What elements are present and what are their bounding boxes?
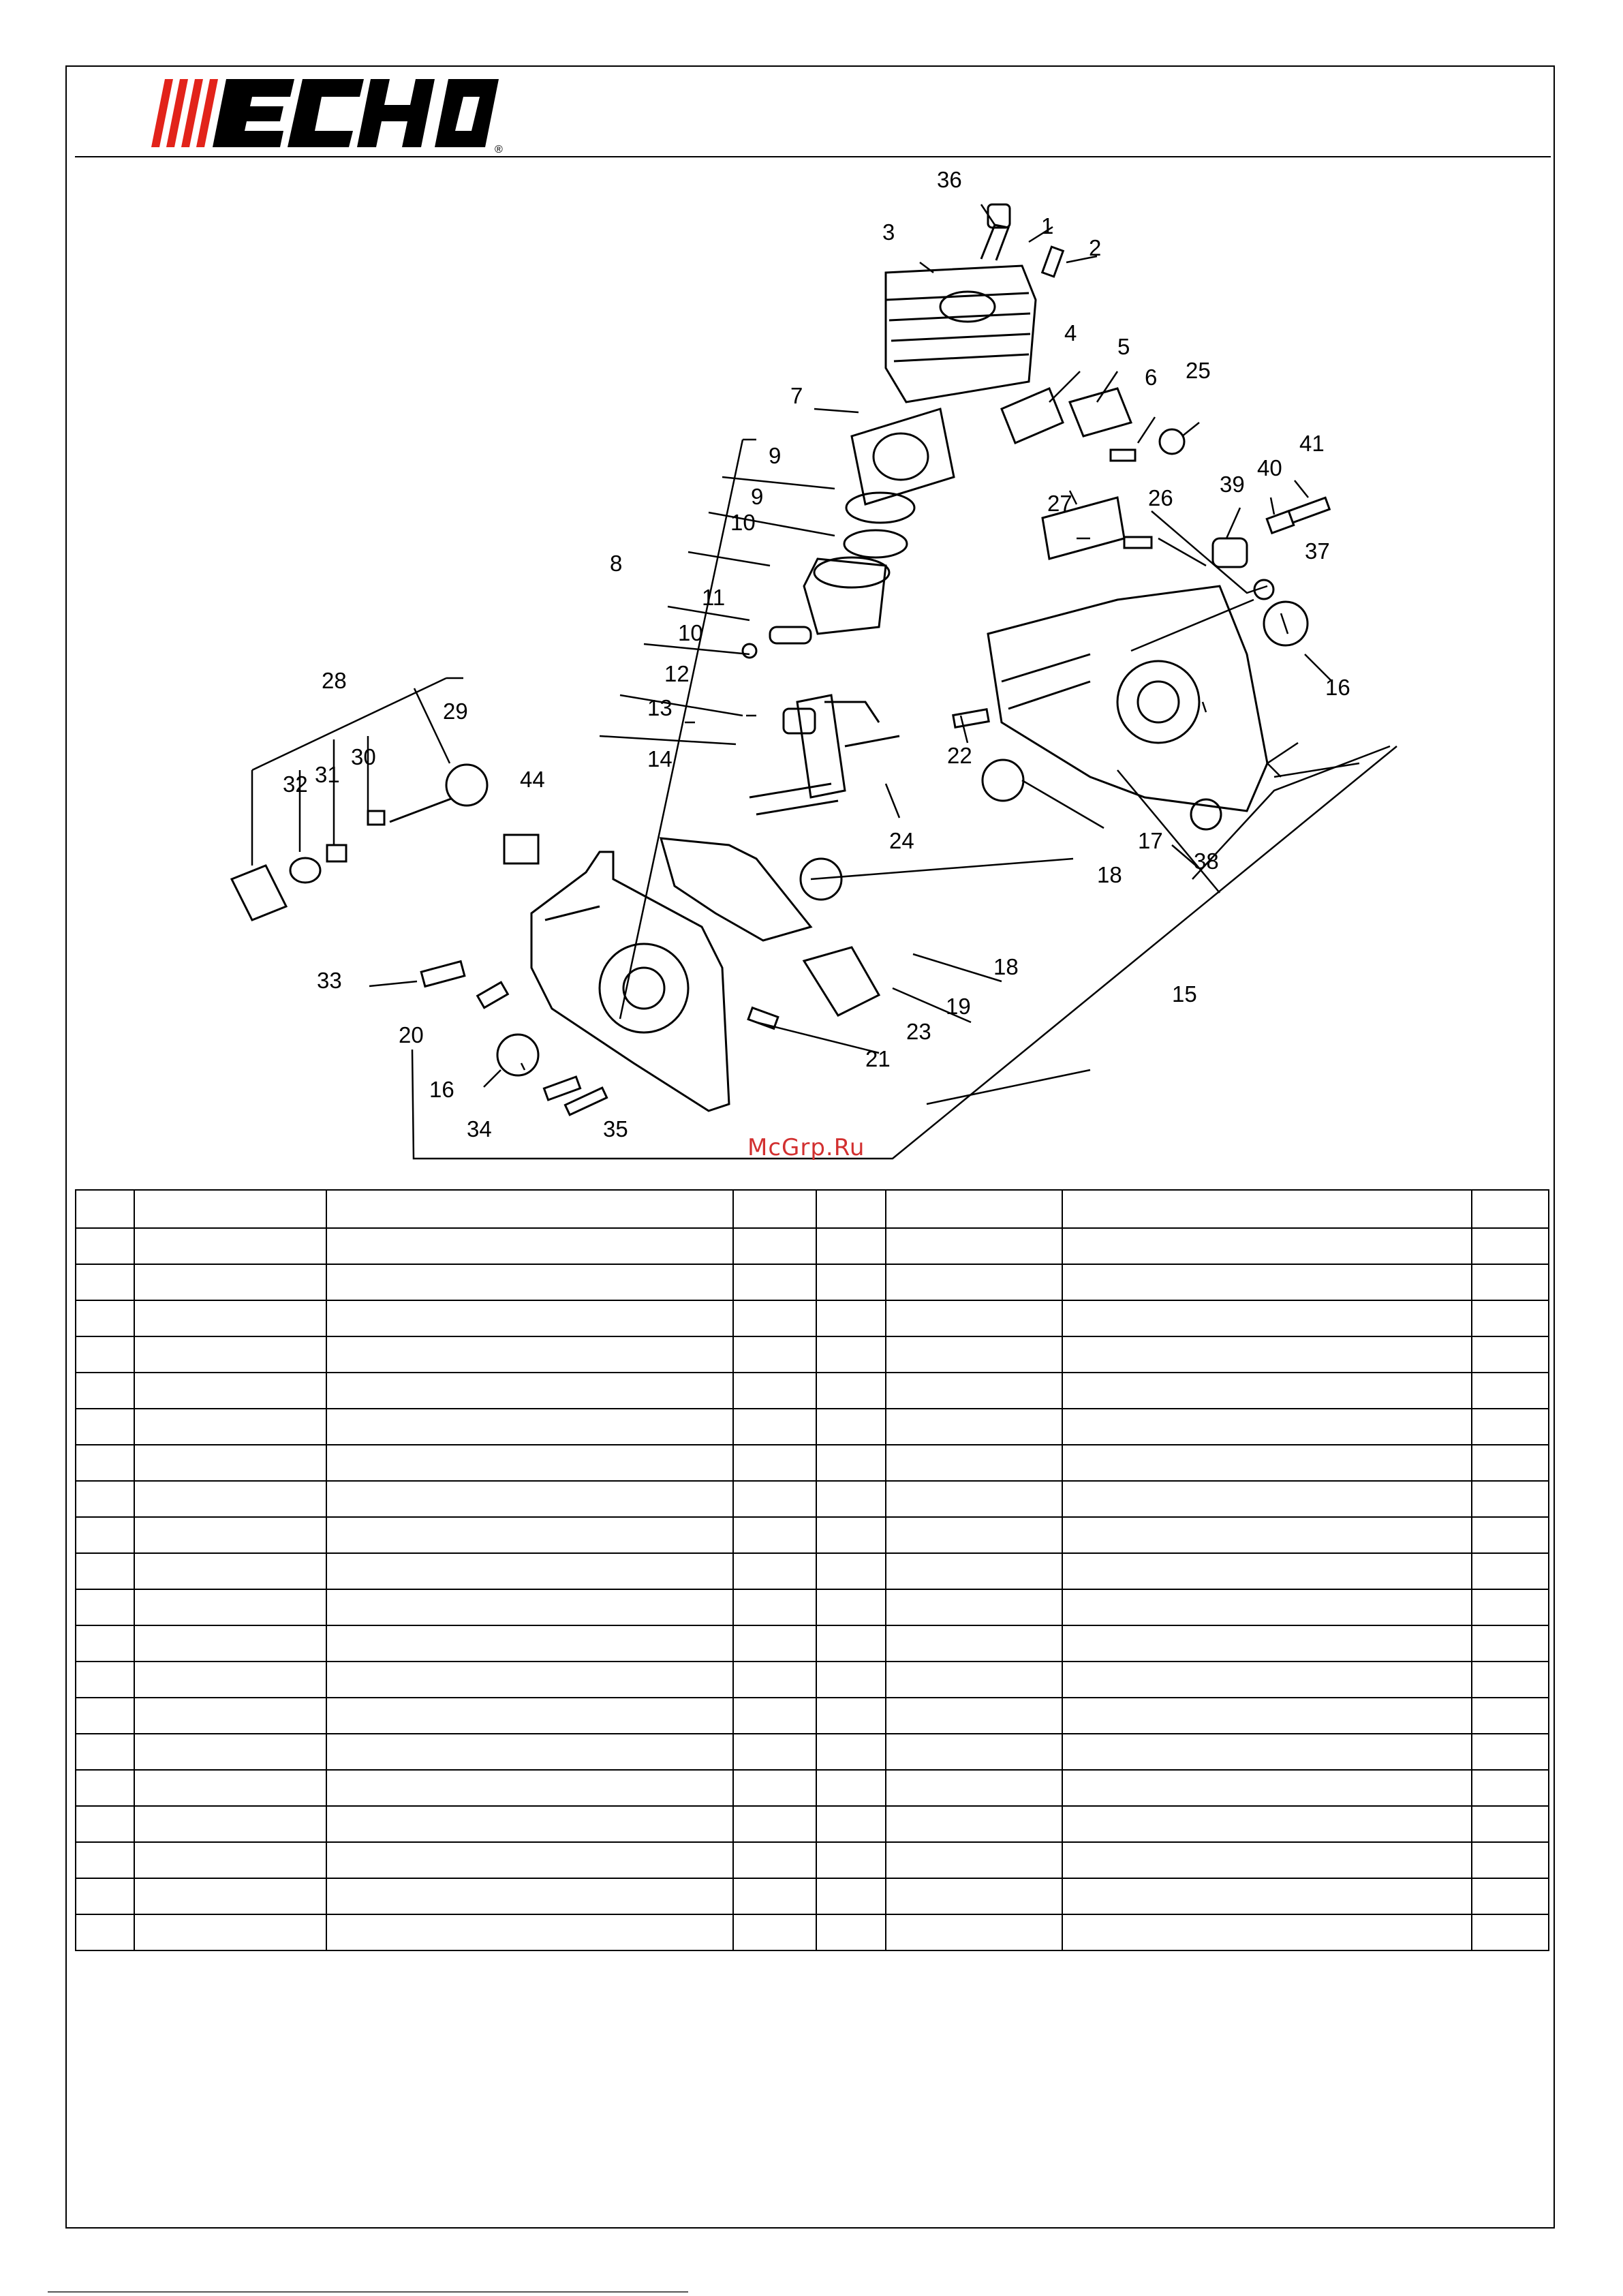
table-row [76, 1336, 1549, 1373]
o-ring [290, 858, 320, 883]
table-cell [1472, 1734, 1549, 1770]
bearing [1264, 602, 1308, 645]
callout: 22 [947, 743, 972, 768]
table-cell [326, 1445, 733, 1481]
table-cell [76, 1190, 134, 1228]
table-cell [733, 1264, 816, 1300]
table-cell [76, 1445, 134, 1481]
table-row [76, 1445, 1549, 1481]
table-cell [326, 1878, 733, 1914]
label-44 [504, 835, 538, 863]
table-cell [1062, 1409, 1472, 1445]
table-row [76, 1409, 1549, 1445]
table-cell [326, 1662, 733, 1698]
table-cell [886, 1734, 1062, 1770]
callout: 10 [678, 620, 703, 645]
table-cell [816, 1517, 886, 1553]
callout: 40 [1257, 455, 1282, 480]
table-row [76, 1228, 1549, 1264]
table-cell [134, 1228, 326, 1264]
callout: 34 [467, 1116, 492, 1142]
table-cell [816, 1190, 886, 1228]
callout: 26 [1148, 485, 1173, 510]
exploded-parts-diagram [225, 157, 1417, 1165]
table-cell [1472, 1445, 1549, 1481]
table-cell [816, 1842, 886, 1878]
table-row [76, 1734, 1549, 1770]
table-cell [1472, 1264, 1549, 1300]
table-cell [733, 1336, 816, 1373]
table-cell [733, 1734, 816, 1770]
table-cell [326, 1589, 733, 1625]
table-row [76, 1264, 1549, 1300]
callout: 28 [322, 668, 347, 693]
table-cell [886, 1914, 1062, 1950]
callout: 13 [647, 695, 673, 720]
table-cell [76, 1373, 134, 1409]
table-cell [1062, 1300, 1472, 1336]
table-cell [326, 1264, 733, 1300]
table-cell [1062, 1553, 1472, 1589]
table-cell [134, 1373, 326, 1409]
impulse-pipe [804, 947, 879, 1015]
table-cell [733, 1517, 816, 1553]
table-cell [326, 1409, 733, 1445]
table-cell [76, 1264, 134, 1300]
callout: 41 [1299, 431, 1325, 456]
callout: 16 [1325, 675, 1350, 700]
table-cell [733, 1914, 816, 1950]
table-row [76, 1878, 1549, 1914]
table-cell [1062, 1336, 1472, 1373]
table-cell [326, 1734, 733, 1770]
table-cell [733, 1373, 816, 1409]
table-cell [816, 1228, 886, 1264]
table-cell [1062, 1662, 1472, 1698]
table-cell [76, 1228, 134, 1264]
table-cell [326, 1842, 733, 1878]
table-cell [134, 1662, 326, 1698]
table-cell [1062, 1842, 1472, 1878]
table-cell [733, 1481, 816, 1517]
callout: 38 [1194, 848, 1219, 874]
table-cell [134, 1336, 326, 1373]
table-cell [733, 1409, 816, 1445]
table-cell [886, 1625, 1062, 1662]
table-row [76, 1517, 1549, 1553]
table-cell [816, 1264, 886, 1300]
callout: 23 [906, 1019, 931, 1044]
callout: 4 [1064, 320, 1077, 346]
table-cell [733, 1300, 816, 1336]
callout: 8 [610, 551, 623, 576]
table-row [76, 1842, 1549, 1878]
table-cell [1062, 1445, 1472, 1481]
table-cell [326, 1190, 733, 1228]
table-cell [886, 1517, 1062, 1553]
table-cell [76, 1842, 134, 1878]
table-cell [1472, 1190, 1549, 1228]
table-row [76, 1300, 1549, 1336]
callout: 6 [1145, 365, 1158, 390]
callout: 18 [993, 954, 1019, 979]
table-cell [134, 1878, 326, 1914]
callout: 9 [769, 443, 782, 468]
table-cell [1472, 1300, 1549, 1336]
callout: 5 [1117, 334, 1130, 359]
table-row [76, 1589, 1549, 1625]
table-cell [1472, 1914, 1549, 1950]
table-cell [886, 1409, 1062, 1445]
table-cell [1062, 1770, 1472, 1806]
callout: 18 [1097, 862, 1122, 887]
table-cell [816, 1662, 886, 1698]
table-cell [326, 1914, 733, 1950]
table-cell [134, 1517, 326, 1553]
callout: 7 [790, 383, 803, 408]
plug-cap [232, 866, 286, 920]
table-cell [1472, 1336, 1549, 1373]
table-cell [326, 1553, 733, 1589]
table-row [76, 1625, 1549, 1662]
table-cell [816, 1770, 886, 1806]
table-cell [134, 1589, 326, 1625]
table-cell [76, 1806, 134, 1842]
piston-drawing [804, 557, 889, 634]
table-cell [1062, 1264, 1472, 1300]
table-cell [76, 1662, 134, 1698]
table-row [76, 1553, 1549, 1589]
table-cell [1062, 1806, 1472, 1842]
table-cell [1472, 1373, 1549, 1409]
table-cell [134, 1553, 326, 1589]
table-cell [733, 1770, 816, 1806]
table-cell [1062, 1481, 1472, 1517]
table-cell [886, 1589, 1062, 1625]
callout: 12 [664, 661, 690, 686]
table-cell [326, 1300, 733, 1336]
table-cell [134, 1481, 326, 1517]
callout: 21 [865, 1046, 891, 1071]
table-cell [733, 1698, 816, 1734]
table-cell [76, 1914, 134, 1950]
callout: 32 [283, 771, 308, 797]
callout: 35 [603, 1116, 628, 1142]
table-cell [886, 1662, 1062, 1698]
callout: 2 [1089, 235, 1102, 260]
table-cell [1062, 1625, 1472, 1662]
echo-logo [150, 74, 504, 154]
table-cell [134, 1300, 326, 1336]
table-row [76, 1698, 1549, 1734]
callout: 31 [315, 762, 340, 787]
table-cell [134, 1625, 326, 1662]
table-cell [816, 1336, 886, 1373]
table-cell [1472, 1409, 1549, 1445]
table-cell [733, 1842, 816, 1878]
table-cell [1062, 1589, 1472, 1625]
table-cell [1062, 1190, 1472, 1228]
table-cell [1472, 1662, 1549, 1698]
table-cell [1472, 1842, 1549, 1878]
table-cell [76, 1409, 134, 1445]
table-cell [326, 1517, 733, 1553]
table-cell [76, 1553, 134, 1589]
callout: 24 [889, 828, 914, 853]
table-cell [1472, 1625, 1549, 1662]
table-cell [326, 1806, 733, 1842]
table-cell [733, 1228, 816, 1264]
table-cell [886, 1553, 1062, 1589]
cylinder-drawing [886, 204, 1036, 402]
table-cell [733, 1589, 816, 1625]
table-cell [816, 1373, 886, 1409]
table-cell [134, 1445, 326, 1481]
table-cell [326, 1481, 733, 1517]
footer-rule [48, 2291, 688, 2293]
table-cell [134, 1734, 326, 1770]
table-cell [816, 1589, 886, 1625]
tank-filter [446, 765, 487, 806]
callout: 25 [1186, 358, 1211, 383]
table-cell [886, 1373, 1062, 1409]
oil-seal [983, 760, 1023, 801]
table-cell [1062, 1734, 1472, 1770]
table-cell [886, 1228, 1062, 1264]
table-cell [816, 1553, 886, 1589]
table-cell [1472, 1770, 1549, 1806]
table-cell [816, 1914, 886, 1950]
table-cell [733, 1878, 816, 1914]
table-cell [1472, 1589, 1549, 1625]
crankshaft-drawing [749, 695, 899, 814]
table-cell [134, 1698, 326, 1734]
crankcase-right-drawing [988, 586, 1267, 811]
table-cell [816, 1409, 886, 1445]
table-cell [1472, 1806, 1549, 1842]
callout: 33 [317, 968, 342, 993]
table-row [76, 1770, 1549, 1806]
table-cell [134, 1806, 326, 1842]
callout: 14 [647, 746, 673, 771]
table-cell [326, 1698, 733, 1734]
callout: 19 [946, 994, 971, 1019]
callout: 15 [1172, 981, 1197, 1007]
table-cell [1472, 1517, 1549, 1553]
table-cell [816, 1734, 886, 1770]
callout: 20 [399, 1022, 424, 1047]
table-cell [733, 1190, 816, 1228]
table-cell [76, 1878, 134, 1914]
registered-mark: ® [495, 144, 503, 154]
table-cell [816, 1878, 886, 1914]
table-row [76, 1373, 1549, 1409]
callout: 11 [702, 585, 726, 610]
table-cell [816, 1806, 886, 1842]
table-cell [326, 1336, 733, 1373]
table-cell [1472, 1878, 1549, 1914]
table-cell [76, 1517, 134, 1553]
table-row [76, 1481, 1549, 1517]
table-cell [76, 1625, 134, 1662]
table-cell [886, 1878, 1062, 1914]
callout: 37 [1305, 538, 1330, 564]
callout: 29 [443, 699, 468, 724]
table-cell [816, 1481, 886, 1517]
table-cell [326, 1625, 733, 1662]
table-cell [134, 1842, 326, 1878]
table-cell [886, 1481, 1062, 1517]
table-cell [886, 1336, 1062, 1373]
callout: 9 [751, 484, 764, 509]
callout: 39 [1220, 472, 1245, 497]
piston-ring [844, 530, 907, 557]
table-cell [134, 1264, 326, 1300]
callout: 44 [520, 767, 545, 792]
table-cell [1472, 1698, 1549, 1734]
plug [1191, 799, 1221, 829]
watermark: McGrp.Ru [747, 1134, 865, 1161]
table-cell [886, 1698, 1062, 1734]
callout: 16 [429, 1077, 454, 1102]
table-cell [886, 1842, 1062, 1878]
piston-pin [770, 627, 811, 643]
table-cell [134, 1190, 326, 1228]
table-cell [76, 1770, 134, 1806]
table-cell [886, 1300, 1062, 1336]
table-cell [816, 1625, 886, 1662]
table-row [76, 1806, 1549, 1842]
table-cell [1062, 1373, 1472, 1409]
table-cell [76, 1300, 134, 1336]
table-cell [733, 1662, 816, 1698]
piston-ring [846, 493, 914, 523]
table-cell [1472, 1481, 1549, 1517]
table-cell [326, 1228, 733, 1264]
table-cell [733, 1553, 816, 1589]
oil-seal [497, 1035, 538, 1075]
table-cell [76, 1734, 134, 1770]
table-cell [816, 1300, 886, 1336]
table-row [76, 1914, 1549, 1950]
table-cell [886, 1806, 1062, 1842]
table-cell [1062, 1914, 1472, 1950]
table-cell [886, 1445, 1062, 1481]
table-cell [816, 1698, 886, 1734]
table-row [76, 1662, 1549, 1698]
table-cell [76, 1698, 134, 1734]
table-row [76, 1190, 1549, 1228]
cylinder-gasket [852, 409, 954, 504]
table-cell [733, 1445, 816, 1481]
table-cell [134, 1914, 326, 1950]
table-cell [76, 1589, 134, 1625]
parts-table [75, 1189, 1549, 1951]
gasket-crankcase [661, 838, 811, 940]
callout: 30 [351, 744, 376, 769]
table-cell [1062, 1228, 1472, 1264]
crankcase-left-drawing [531, 852, 729, 1111]
table-cell [134, 1770, 326, 1806]
table-cell [76, 1336, 134, 1373]
table-cell [134, 1409, 326, 1445]
table-cell [1062, 1878, 1472, 1914]
table-cell [1062, 1517, 1472, 1553]
callout: 36 [937, 167, 962, 192]
table-cell [733, 1625, 816, 1662]
table-cell [1472, 1553, 1549, 1589]
table-cell [733, 1806, 816, 1842]
table-cell [326, 1770, 733, 1806]
callout: 10 [730, 510, 756, 535]
table-cell [1062, 1698, 1472, 1734]
table-cell [1472, 1228, 1549, 1264]
table-cell [76, 1481, 134, 1517]
callout: 3 [882, 219, 895, 245]
callout: 27 [1047, 491, 1072, 516]
table-cell [326, 1373, 733, 1409]
table-cell [816, 1445, 886, 1481]
table-cell [886, 1190, 1062, 1228]
callout: 1 [1041, 213, 1054, 239]
callout: 17 [1138, 828, 1163, 853]
table-cell [886, 1770, 1062, 1806]
table-cell [886, 1264, 1062, 1300]
